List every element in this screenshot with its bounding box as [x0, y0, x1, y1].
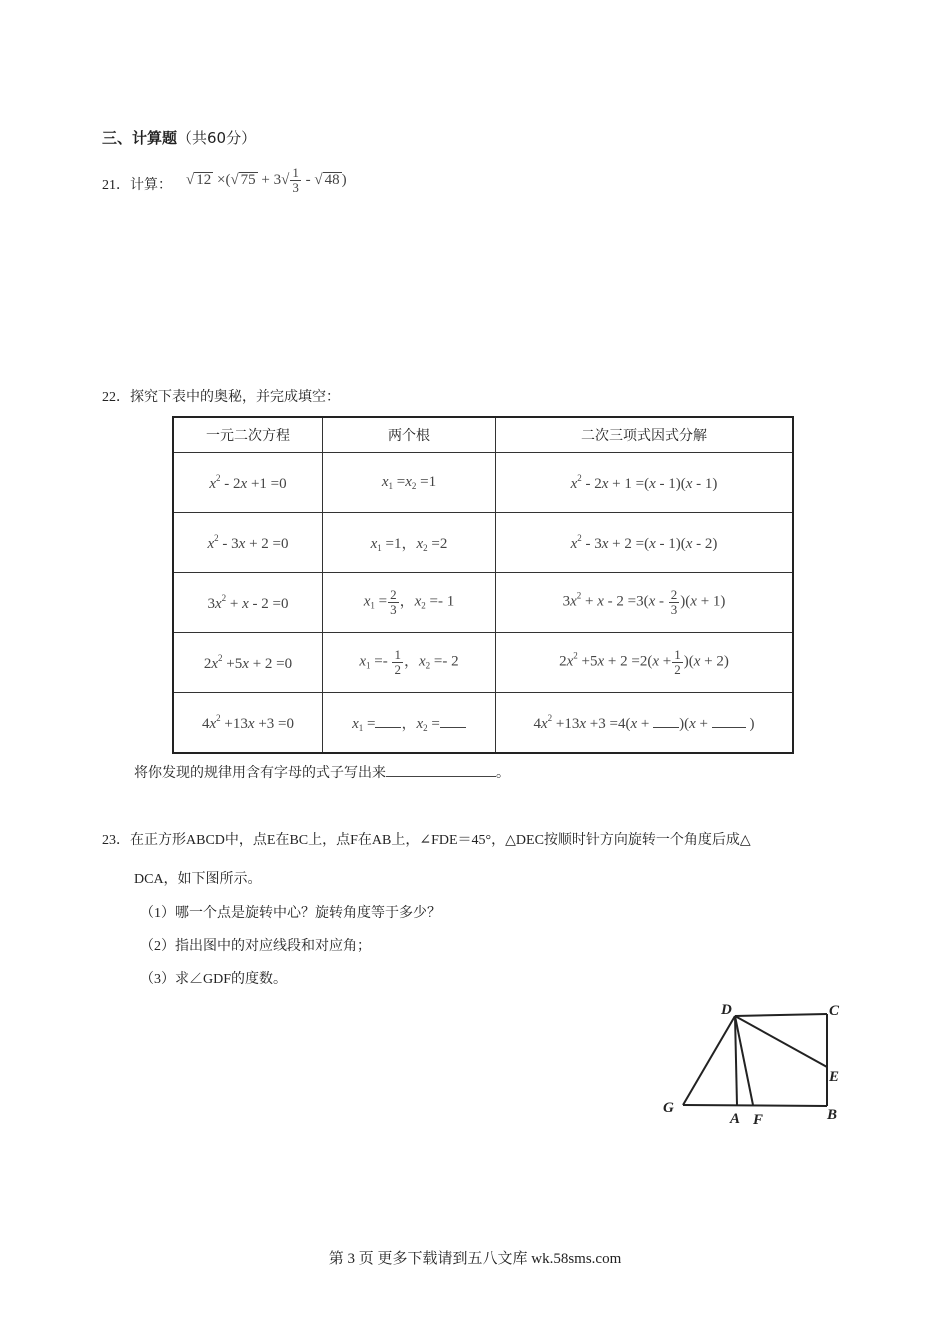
- roots-cell: $x_1$ =- $\frac{1}{2}$ ，$x_2 =- 2$: [323, 633, 496, 693]
- table-row: [173, 453, 793, 513]
- label-E: E: [829, 1069, 840, 1085]
- label-C: C: [829, 1003, 840, 1019]
- label-A: A: [730, 1111, 741, 1127]
- question-23-line1: 23．在正方形ABCD中，点E在BC上，点F在AB上，∠FDE＝45°，△DEC按顺时针方向旋转一个角度后成△: [102, 833, 751, 848]
- header-factorization: 二次三项式因式分解: [496, 417, 794, 453]
- page-footer: 第 3 页 更多下载请到五八文库 wk.58sms.com: [328, 1251, 622, 1267]
- table-header-row: [173, 417, 793, 453]
- section-title: [102, 127, 256, 148]
- table-row: [173, 513, 793, 573]
- roots-cell: $x_1 =1$，$x_2 =2$: [323, 513, 496, 573]
- pattern-table: [172, 416, 794, 754]
- table-row: [173, 573, 793, 633]
- factor-cell: $2x^2 +5x + 2 =2(x$ + $\frac{1}{2}$ )(x + 2): [496, 633, 794, 693]
- rule-answer-blank[interactable]: [386, 764, 496, 777]
- q22-instruction-text: 将你发现的规律用含有字母的式子写出来: [134, 766, 386, 781]
- question-21-label: 21．计算：: [102, 178, 172, 193]
- factor-cell: $x^2 - 3x + 2 =(x - 1)(x - 2)$: [496, 513, 794, 573]
- figure-lines: [683, 1014, 827, 1106]
- q23-sub3: （3）求∠GDF的度数。: [140, 972, 288, 987]
- equation-cell: $x^2 - 3x + 2 =0$: [173, 513, 323, 573]
- factor-cell: $3x^2 + x - 2 =3(x$ - $\frac{2}{3}$ )(x + 1): [496, 573, 794, 633]
- header-equation: 一元二次方程: [173, 417, 323, 453]
- equation-cell: $4x^2 +13x +3 =0$: [173, 693, 323, 754]
- roots-cell: $x_1$ = $\frac{2}{3}$ ，$x_2 =- 1$: [323, 573, 496, 633]
- equation-cell: $3x^2 + x - 2 =0$: [173, 573, 323, 633]
- question-22: [102, 386, 340, 406]
- blank-x1[interactable]: [375, 717, 401, 728]
- equation-cell: $2x^2 +5x + 2 =0$: [173, 633, 323, 693]
- table-row: [173, 693, 793, 754]
- equation-cell: $x^2 - 2x +1 =0$: [173, 453, 323, 513]
- square-rotation-figure: [655, 995, 855, 1130]
- question-22-label: 22．探究下表中的奥秘，并完成填空：: [102, 390, 340, 405]
- q22-instruction: [134, 762, 510, 782]
- label-G: G: [663, 1100, 674, 1116]
- factor-cell: $4x^2 +13x +3 =4(x + )(x$ + ): [496, 693, 794, 754]
- blank-factor-1[interactable]: [653, 717, 679, 728]
- table-row: [173, 633, 793, 693]
- label-D: D: [721, 1002, 732, 1018]
- label-F: F: [753, 1112, 764, 1128]
- roots-cell: $x_1 =x_2 =1$: [323, 453, 496, 513]
- section-points: （共60分）: [177, 129, 257, 147]
- header-roots: 两个根: [323, 417, 496, 453]
- q22-end-mark: 。: [496, 766, 510, 781]
- question-23-line2: DCA，如下图所示。: [134, 872, 262, 887]
- section-title-text: 三、计算题: [102, 129, 178, 147]
- label-B: B: [827, 1107, 838, 1123]
- question-21: [102, 174, 172, 194]
- q23-sub1: （1）哪一个点是旋转中心？旋转角度等于多少？: [140, 906, 441, 921]
- q21-expression: √ 12 ×(√ 75 + 3√ $\frac{1}{3}$ - √ 48 ): [186, 165, 347, 195]
- factor-cell: $x^2 - 2x + 1 =(x - 1)(x - 1)$: [496, 453, 794, 513]
- roots-cell: $x_1$ = ，$x_2$ =: [323, 693, 496, 754]
- q23-sub2: （2）指出图中的对应线段和对应角；: [140, 939, 371, 954]
- blank-factor-2[interactable]: [712, 717, 746, 728]
- blank-x2[interactable]: [440, 717, 466, 728]
